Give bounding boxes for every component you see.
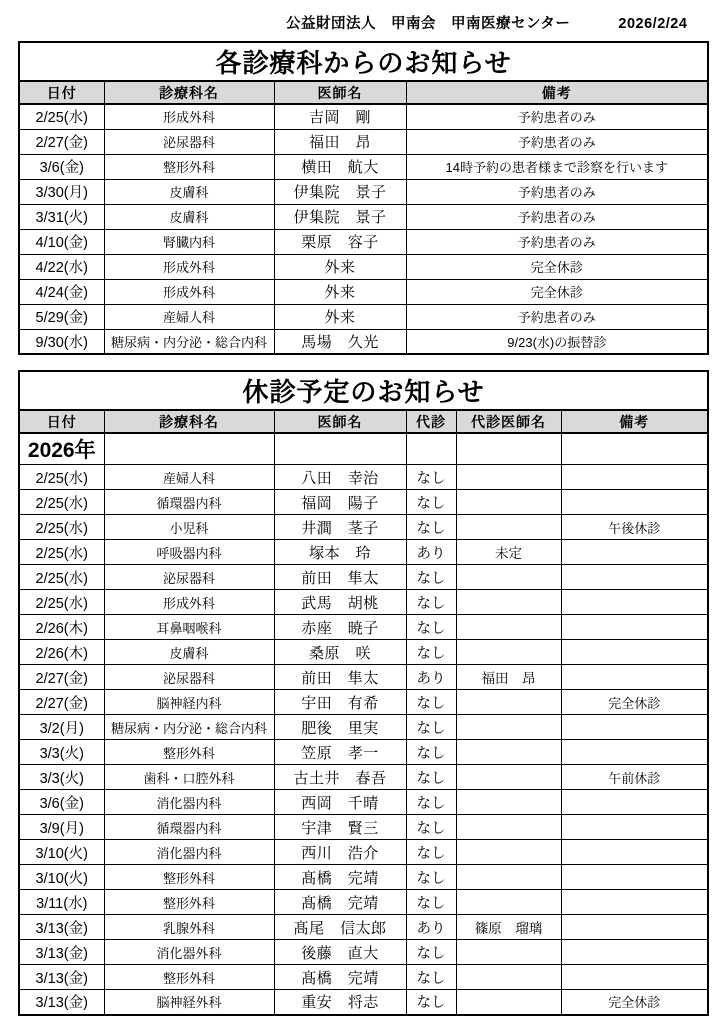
department-cell: 脳神経内科 xyxy=(104,690,274,715)
doctor-cell: 桑原 咲 xyxy=(274,640,406,665)
substitute-cell: あり xyxy=(406,540,456,565)
substitute-cell: なし xyxy=(406,815,456,840)
doctor-cell: 古土井 春吾 xyxy=(274,765,406,790)
table-row xyxy=(19,154,708,179)
date-cell: 2/26(木) xyxy=(19,640,104,665)
department-cell: 泌尿器科 xyxy=(104,129,274,154)
remark-cell xyxy=(561,590,708,615)
remark-cell: 9/23(水)の振替診 xyxy=(406,329,708,354)
substitute-cell: なし xyxy=(406,840,456,865)
date-cell: 3/13(金) xyxy=(19,915,104,940)
department-cell: 形成外科 xyxy=(104,254,274,279)
remark-cell xyxy=(561,815,708,840)
doctor-cell: 西岡 千晴 xyxy=(274,790,406,815)
table-title: 休診予定のお知らせ xyxy=(19,371,708,410)
date-cell: 4/10(金) xyxy=(19,229,104,254)
doctor-cell: 横田 航大 xyxy=(274,154,406,179)
table-row xyxy=(19,990,708,1015)
remark-cell: 完全休診 xyxy=(406,254,708,279)
doctor-cell: 外来 xyxy=(274,254,406,279)
substitute-doctor-cell xyxy=(456,715,561,740)
substitute-doctor-cell xyxy=(456,740,561,765)
doctor-cell: 外来 xyxy=(274,279,406,304)
table-row xyxy=(19,540,708,565)
date-cell: 2/25(水) xyxy=(19,590,104,615)
remark-cell xyxy=(561,890,708,915)
substitute-doctor-cell xyxy=(456,640,561,665)
doctor-cell: 栗原 容子 xyxy=(274,229,406,254)
column-header-remarks: 備考 xyxy=(561,410,708,433)
empty-cell xyxy=(274,433,406,465)
department-cell: 糖尿病・内分泌・総合内科 xyxy=(104,715,274,740)
substitute-doctor-cell xyxy=(456,515,561,540)
doctor-cell: 髙橋 完靖 xyxy=(274,890,406,915)
doctor-cell: 伊集院 景子 xyxy=(274,179,406,204)
table-row xyxy=(19,765,708,790)
remark-cell: 14時予約の患者様まで診察を行います xyxy=(406,154,708,179)
department-cell: 形成外科 xyxy=(104,590,274,615)
substitute-doctor-cell xyxy=(456,890,561,915)
column-header-department: 診療科名 xyxy=(104,410,274,433)
table-row xyxy=(19,515,708,540)
substitute-doctor-cell xyxy=(456,615,561,640)
date-cell: 2/25(水) xyxy=(19,515,104,540)
table-row xyxy=(19,129,708,154)
department-cell: 小児科 xyxy=(104,515,274,540)
table-row xyxy=(19,204,708,229)
table-row xyxy=(19,329,708,354)
substitute-cell: なし xyxy=(406,740,456,765)
remark-cell xyxy=(561,715,708,740)
doctor-cell: 西川 浩介 xyxy=(274,840,406,865)
year-row xyxy=(19,433,708,465)
substitute-cell: なし xyxy=(406,590,456,615)
remark-cell xyxy=(561,465,708,490)
table-row xyxy=(19,865,708,890)
date-cell: 2/25(水) xyxy=(19,465,104,490)
date-cell: 3/3(火) xyxy=(19,765,104,790)
table-row xyxy=(19,615,708,640)
doctor-cell: 福田 昂 xyxy=(274,129,406,154)
doctor-cell: 前田 隼太 xyxy=(274,665,406,690)
substitute-cell: なし xyxy=(406,965,456,990)
remark-cell xyxy=(561,490,708,515)
year-label: 2026年 xyxy=(19,433,104,465)
substitute-doctor-cell xyxy=(456,940,561,965)
date-cell: 3/6(金) xyxy=(19,790,104,815)
date-cell: 9/30(水) xyxy=(19,329,104,354)
remark-cell: 完全休診 xyxy=(561,690,708,715)
date-cell: 3/6(金) xyxy=(19,154,104,179)
substitute-cell: なし xyxy=(406,790,456,815)
doctor-cell: 伊集院 景子 xyxy=(274,204,406,229)
table-title-row xyxy=(19,42,708,81)
date-cell: 3/31(火) xyxy=(19,204,104,229)
table-row xyxy=(19,815,708,840)
substitute-cell: あり xyxy=(406,665,456,690)
date-cell: 3/2(月) xyxy=(19,715,104,740)
document-date: 2026/2/24 xyxy=(618,16,688,32)
table-row xyxy=(19,104,708,129)
table-row xyxy=(19,665,708,690)
substitute-cell: なし xyxy=(406,890,456,915)
table-row xyxy=(19,740,708,765)
remark-cell xyxy=(561,565,708,590)
department-cell: 整形外科 xyxy=(104,865,274,890)
remark-cell: 午前休診 xyxy=(561,765,708,790)
date-cell: 3/13(金) xyxy=(19,940,104,965)
doctor-cell: 赤座 暁子 xyxy=(274,615,406,640)
department-cell: 泌尿器科 xyxy=(104,665,274,690)
substitute-doctor-cell xyxy=(456,590,561,615)
date-cell: 2/25(水) xyxy=(19,490,104,515)
column-header-row xyxy=(19,410,708,433)
empty-cell xyxy=(456,433,561,465)
remark-cell: 予約患者のみ xyxy=(406,204,708,229)
date-cell: 3/3(火) xyxy=(19,740,104,765)
column-header-remarks: 備考 xyxy=(406,81,708,104)
doctor-cell: 笠原 孝一 xyxy=(274,740,406,765)
date-cell: 2/27(金) xyxy=(19,129,104,154)
substitute-doctor-cell xyxy=(456,790,561,815)
substitute-cell: なし xyxy=(406,690,456,715)
remark-cell: 予約患者のみ xyxy=(406,129,708,154)
remark-cell: 午後休診 xyxy=(561,515,708,540)
substitute-doctor-cell: 篠原 瑠璃 xyxy=(456,915,561,940)
substitute-cell: なし xyxy=(406,865,456,890)
date-cell: 5/29(金) xyxy=(19,304,104,329)
table-row xyxy=(19,915,708,940)
substitute-cell: なし xyxy=(406,615,456,640)
remark-cell xyxy=(561,790,708,815)
doctor-cell: 井澗 茎子 xyxy=(274,515,406,540)
empty-cell xyxy=(406,433,456,465)
department-cell: 整形外科 xyxy=(104,740,274,765)
date-cell: 2/25(水) xyxy=(19,540,104,565)
remark-cell xyxy=(561,865,708,890)
date-cell: 3/11(水) xyxy=(19,890,104,915)
department-cell: 産婦人科 xyxy=(104,304,274,329)
column-header-doctor: 医師名 xyxy=(274,410,406,433)
department-cell: 泌尿器科 xyxy=(104,565,274,590)
remark-cell xyxy=(561,915,708,940)
column-header-department: 診療科名 xyxy=(104,81,274,104)
date-cell: 3/9(月) xyxy=(19,815,104,840)
department-cell: 腎臓内科 xyxy=(104,229,274,254)
date-cell: 2/27(金) xyxy=(19,665,104,690)
substitute-doctor-cell xyxy=(456,965,561,990)
remark-cell: 予約患者のみ xyxy=(406,179,708,204)
department-cell: 耳鼻咽喉科 xyxy=(104,615,274,640)
date-cell: 3/30(月) xyxy=(19,179,104,204)
organization-name: 公益財団法人 甲南会 甲南医療センター xyxy=(286,16,571,32)
department-cell: 消化器内科 xyxy=(104,790,274,815)
department-cell: 皮膚科 xyxy=(104,640,274,665)
table-row xyxy=(19,465,708,490)
substitute-cell: あり xyxy=(406,915,456,940)
substitute-doctor-cell xyxy=(456,990,561,1015)
department-cell: 形成外科 xyxy=(104,104,274,129)
table-row xyxy=(19,715,708,740)
department-cell: 循環器内科 xyxy=(104,490,274,515)
remark-cell xyxy=(561,540,708,565)
remark-cell xyxy=(561,640,708,665)
substitute-doctor-cell xyxy=(456,765,561,790)
doctor-cell: 八田 幸治 xyxy=(274,465,406,490)
department-cell: 整形外科 xyxy=(104,890,274,915)
department-cell: 乳腺外科 xyxy=(104,915,274,940)
table-row xyxy=(19,304,708,329)
remark-cell xyxy=(561,615,708,640)
date-cell: 4/24(金) xyxy=(19,279,104,304)
department-cell: 整形外科 xyxy=(104,965,274,990)
empty-cell xyxy=(561,433,708,465)
date-cell: 2/27(金) xyxy=(19,690,104,715)
department-cell: 呼吸器内科 xyxy=(104,540,274,565)
column-header-doctor: 医師名 xyxy=(274,81,406,104)
doctor-cell: 宇田 有希 xyxy=(274,690,406,715)
table-row xyxy=(19,790,708,815)
substitute-doctor-cell xyxy=(456,840,561,865)
table-row xyxy=(19,565,708,590)
department-cell: 歯科・口腔外科 xyxy=(104,765,274,790)
table-row xyxy=(19,940,708,965)
table-row xyxy=(19,490,708,515)
table-row xyxy=(19,690,708,715)
column-header-substitute-doctor: 代診医師名 xyxy=(456,410,561,433)
remark-cell: 予約患者のみ xyxy=(406,104,708,129)
remark-cell: 予約患者のみ xyxy=(406,229,708,254)
substitute-cell: なし xyxy=(406,515,456,540)
table-gap xyxy=(18,355,707,370)
substitute-doctor-cell xyxy=(456,465,561,490)
doctor-cell: 塚本 玲 xyxy=(274,540,406,565)
remark-cell xyxy=(561,840,708,865)
table-row xyxy=(19,179,708,204)
column-header-date: 日付 xyxy=(19,410,104,433)
department-cell: 消化器内科 xyxy=(104,840,274,865)
department-cell: 糖尿病・内分泌・総合内科 xyxy=(104,329,274,354)
substitute-doctor-cell xyxy=(456,565,561,590)
date-cell: 3/10(火) xyxy=(19,865,104,890)
doctor-cell: 前田 隼太 xyxy=(274,565,406,590)
substitute-doctor-cell: 未定 xyxy=(456,540,561,565)
page-header xyxy=(18,12,707,32)
column-header-row xyxy=(19,81,708,104)
substitute-cell: なし xyxy=(406,565,456,590)
doctor-cell: 肥後 里実 xyxy=(274,715,406,740)
substitute-doctor-cell xyxy=(456,490,561,515)
date-cell: 2/26(木) xyxy=(19,615,104,640)
substitute-doctor-cell xyxy=(456,865,561,890)
date-cell: 2/25(水) xyxy=(19,565,104,590)
table-row xyxy=(19,279,708,304)
table-row xyxy=(19,254,708,279)
doctor-cell: 宇津 賢三 xyxy=(274,815,406,840)
substitute-cell: なし xyxy=(406,640,456,665)
table-title-row xyxy=(19,371,708,410)
date-cell: 3/10(火) xyxy=(19,840,104,865)
substitute-cell: なし xyxy=(406,940,456,965)
substitute-cell: なし xyxy=(406,715,456,740)
remark-cell: 完全休診 xyxy=(561,990,708,1015)
substitute-doctor-cell: 福田 昂 xyxy=(456,665,561,690)
remark-cell xyxy=(561,965,708,990)
doctor-cell: 吉岡 剛 xyxy=(274,104,406,129)
date-cell: 2/25(水) xyxy=(19,104,104,129)
doctor-cell: 馬場 久光 xyxy=(274,329,406,354)
table-row xyxy=(19,965,708,990)
department-cell: 皮膚科 xyxy=(104,204,274,229)
substitute-cell: なし xyxy=(406,765,456,790)
date-cell: 4/22(水) xyxy=(19,254,104,279)
remark-cell xyxy=(561,665,708,690)
remark-cell: 完全休診 xyxy=(406,279,708,304)
column-header-substitute: 代診 xyxy=(406,410,456,433)
department-cell: 循環器内科 xyxy=(104,815,274,840)
table-row xyxy=(19,640,708,665)
department-notices-table xyxy=(18,41,709,355)
substitute-cell: なし xyxy=(406,490,456,515)
department-cell: 脳神経外科 xyxy=(104,990,274,1015)
closure-schedule-table xyxy=(18,370,709,1016)
remark-cell xyxy=(561,940,708,965)
department-cell: 整形外科 xyxy=(104,154,274,179)
substitute-cell: なし xyxy=(406,990,456,1015)
department-cell: 形成外科 xyxy=(104,279,274,304)
doctor-cell: 髙橋 完靖 xyxy=(274,865,406,890)
doctor-cell: 重安 将志 xyxy=(274,990,406,1015)
substitute-doctor-cell xyxy=(456,690,561,715)
department-cell: 産婦人科 xyxy=(104,465,274,490)
table-row xyxy=(19,229,708,254)
table-row xyxy=(19,840,708,865)
table-row xyxy=(19,890,708,915)
doctor-cell: 髙橋 完靖 xyxy=(274,965,406,990)
doctor-cell: 福岡 陽子 xyxy=(274,490,406,515)
doctor-cell: 外来 xyxy=(274,304,406,329)
doctor-cell: 武馬 胡桃 xyxy=(274,590,406,615)
date-cell: 3/13(金) xyxy=(19,965,104,990)
remark-cell xyxy=(561,740,708,765)
date-cell: 3/13(金) xyxy=(19,990,104,1015)
department-cell: 皮膚科 xyxy=(104,179,274,204)
remark-cell: 予約患者のみ xyxy=(406,304,708,329)
substitute-doctor-cell xyxy=(456,815,561,840)
doctor-cell: 後藤 直大 xyxy=(274,940,406,965)
substitute-cell: なし xyxy=(406,465,456,490)
table-title: 各診療科からのお知らせ xyxy=(19,42,708,81)
doctor-cell: 髙尾 信太郎 xyxy=(274,915,406,940)
table-row xyxy=(19,590,708,615)
column-header-date: 日付 xyxy=(19,81,104,104)
empty-cell xyxy=(104,433,274,465)
department-cell: 消化器外科 xyxy=(104,940,274,965)
